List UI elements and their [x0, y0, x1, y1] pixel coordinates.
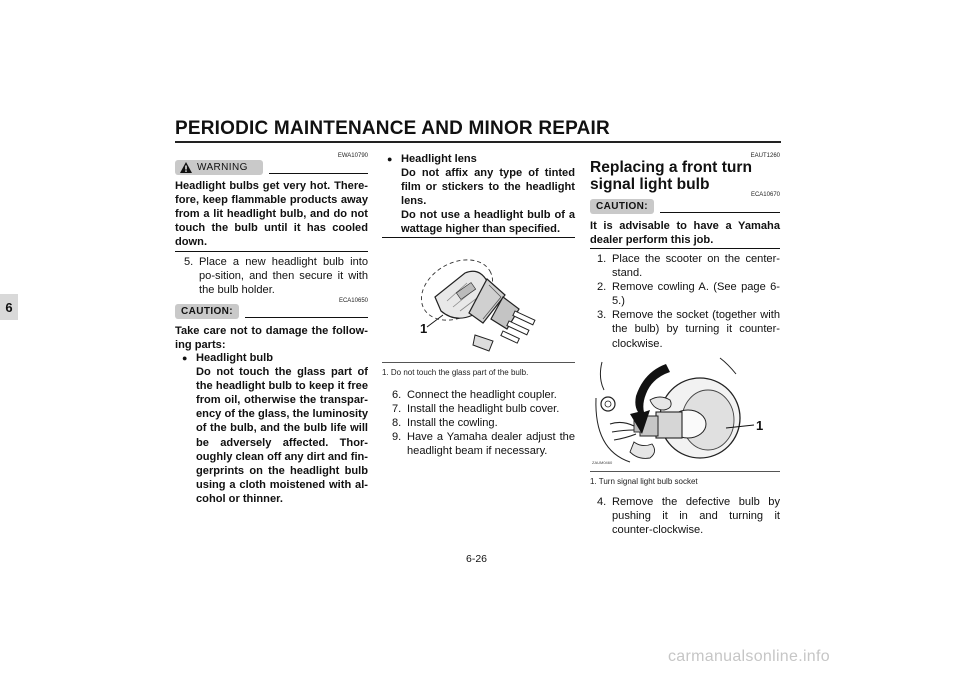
step-7 [392, 402, 575, 416]
step-number: 1. [597, 253, 607, 265]
warning-end-rule [175, 251, 368, 252]
figure-code: ZAUM0460 [592, 460, 613, 465]
steps-6-9 [392, 388, 575, 458]
bullet-headlight-bulb [182, 351, 368, 506]
header-rule [175, 141, 781, 143]
bullet-text: Do not use a headlight bulb of a wattage higher than specified. [401, 209, 575, 236]
step-text: Remove the socket (together with the bulb) by turning it counter-clockwise. [612, 309, 780, 350]
warning-label: WARNING [197, 162, 248, 173]
section-code: EAUT1260 [750, 153, 780, 159]
step-text: Install the cowling. [407, 417, 498, 430]
step-text: Have a Yamaha dealer adjust the headlight beam if necessary. [407, 431, 575, 458]
bullet-title: Headlight lens [401, 153, 477, 165]
warning-heading [175, 160, 368, 175]
warning-code: EWA10790 [337, 153, 368, 159]
step-number: 3. [597, 309, 607, 322]
step-text: Remove cowling A. (See page 6-5.) [612, 281, 780, 308]
bullet-dot-icon: ● [387, 154, 393, 164]
step-8 [392, 416, 575, 430]
step-number: 5. [184, 256, 194, 268]
step-number: 8. [392, 417, 402, 430]
page-header-title: PERIODIC MAINTENANCE AND MINOR REPAIR [175, 118, 610, 139]
watermark: carmanualsonline.info [668, 648, 830, 665]
caution-badge: CAUTION: [590, 199, 654, 214]
caution-end-rule [590, 248, 780, 249]
step-number: 6. [392, 389, 402, 401]
turn-signal-socket-illustration [590, 350, 780, 468]
chapter-side-tab: 6 [0, 294, 18, 320]
step-6 [392, 388, 575, 402]
caution-code: ECA10650 [338, 298, 368, 304]
page-number: 6-26 [466, 553, 488, 565]
caution-badge: CAUTION: [175, 304, 239, 319]
step-5 [184, 255, 368, 297]
steps-1-3 [597, 252, 780, 351]
step-2 [597, 280, 780, 308]
bullet-dot-icon: ● [182, 353, 188, 363]
caution-heading [175, 304, 368, 319]
warning-badge [175, 160, 263, 175]
caution-end-rule [382, 237, 575, 238]
figure-callout-1: 1 [756, 418, 764, 433]
figure-callout-1: 1 [420, 321, 428, 336]
step-1 [597, 252, 780, 280]
step-4 [597, 495, 780, 537]
caution-text: It is advisable to have a Yamaha dealer perform this job. [590, 220, 780, 247]
figure-caption: 1. Turn signal light bulb socket [590, 477, 698, 486]
step-number: 7. [392, 403, 402, 416]
headlight-bulb-illustration [405, 245, 555, 360]
figure-caption-rule [382, 362, 575, 363]
step-3 [597, 308, 780, 350]
section-title: Replacing a front turn signal light bulb [590, 159, 753, 193]
step-text: Place a new headlight bulb into po-sition, and then secure it with the bulb holder. [199, 256, 368, 297]
step-number: 4. [597, 496, 607, 508]
figure-caption: 1. Do not touch the glass part of the bulb. [382, 368, 529, 377]
step-text: Install the headlight bulb cover. [407, 403, 560, 416]
caution-code: ECA10670 [750, 192, 780, 198]
caution-heading [590, 199, 780, 214]
warning-triangle-icon [179, 161, 193, 174]
bullet-text: Do not affix any type of tinted film or stickers to the headlight lens. [401, 167, 575, 208]
step-text: Connect the headlight coupler. [407, 389, 557, 401]
bullet-headlight-lens [387, 152, 575, 237]
bullet-text: Do not touch the glass part of the headlight bulb to keep it free from oil, otherwise the transpar-ency of the glass, the luminosity of the bulb, and the bulb life will be adversely affected. Thor-oughly clean off any dirt and fin-gerprints on the headlight bulb using a cloth moistened with al-cohol or thinner. [196, 366, 368, 505]
caution-intro: Take care not to damage the follow-ing parts: [175, 325, 368, 352]
warning-text: Headlight bulbs get very hot. There-fore, keep flammable products away from a lit headlight bulb, and do not touch the bulb until it has cooled down. [175, 180, 368, 249]
bullet-title: Headlight bulb [196, 352, 274, 364]
step-number: 9. [392, 431, 402, 444]
step-number: 2. [597, 281, 607, 294]
figure-caption-rule [590, 471, 780, 472]
step-9 [392, 430, 575, 458]
step-text: Place the scooter on the center-stand. [612, 253, 780, 280]
step-text: Remove the defective bulb by pushing it in and turning it counter-clockwise. [612, 496, 780, 537]
